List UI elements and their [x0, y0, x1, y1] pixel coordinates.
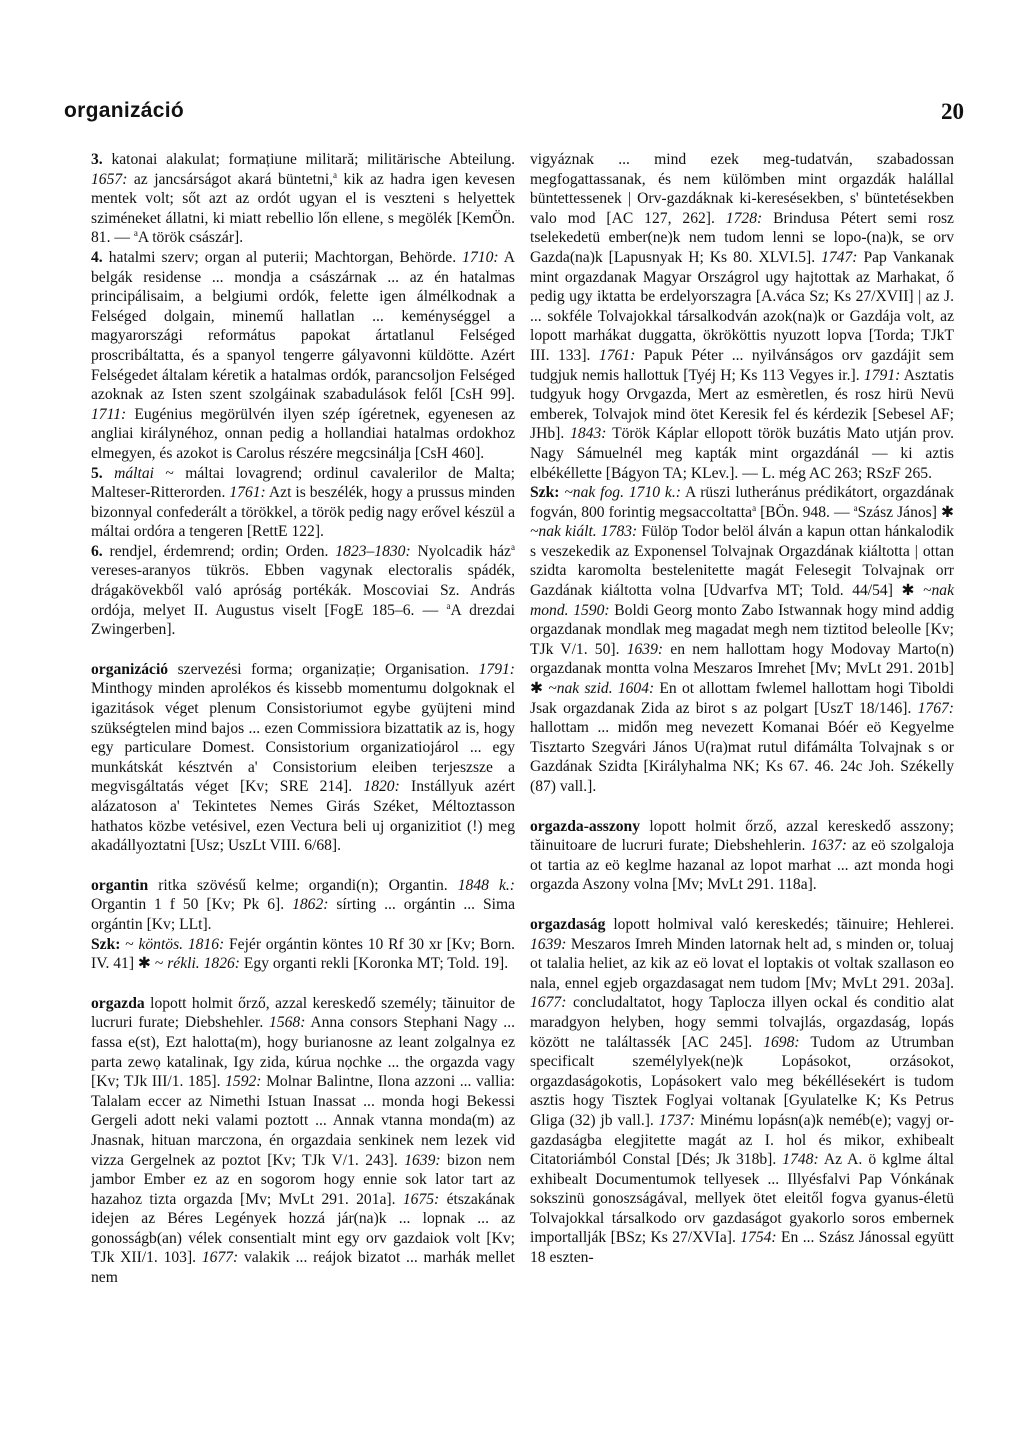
entry-paragraph: 3. katonai alakulat; formațiune militară; militärische Abteilung. 1657: az jancsárságot akará büntetni,$^a$ kik az hadra igen kevesen mentek volt; sőt azt az ordót ugyan el is veszteni s helyettek sziméneket állatni, ki miatt rebellio lőn ellene, s megölék [KemÖn. 81. — $^a$A török császár]. [91, 151, 515, 247]
entry-paragraph: 4. hatalmi szerv; organ al puterii; Machtorgan, Behörde. 1710: A belgák residense ... mondja a császárnak ... az én hatalmas principálisaim, a belgiumi ordók, felette igen álmélkodnak a Felséged dolgain, minemű hallatlan ... keménységgel a magyarországi református papokat ártatlanul Felséged proscribáltatta, és a spanyol tengerre gályavonni küldötte. Azért Felségedet általam kéretik a hatalmas ordók, parancsoljon Felséged azoknak az Isten szent szolgáinak szabadulások felől [CsH 99]. 1711: Eugénius megörülvén ilyen szép ígéretnek, egyenesen az angliai királynéhoz, onnan pedig a hollandiai hatalmas ordokhoz elmegyen, és azokot is Carolus részére megcsinálja [CsH 460]. [91, 248, 515, 462]
dictionary-entry-orgazda: orgazda lopott holmit őrző, azzal kereskedő személy; tăinuitor de lucruri furate; Diebshehler. 1568: Anna consors Stephani Nagy ... fassa e(st), Ezt halotta(m), hogy burianosne az leant zolgalnya ez parta zewọ katalinak, Igy zida, kúrua nọchke ... the orgazda vagy [Kv; TJk III/1. 185]. 1592: Molnar Balintne, Ilona azzoni ... vallia: Talalam eccer az Nimethi Istuan Inassat ... monda hogi Bekessi Gergeli adott neki valami poztott ... Annak vtanna monda(m) az Jnasnak, hituan marczona, én orgazdaia senkinek nem lezek vid vizza Gergelnek az poztot [Kv; TJk V/1. 243]. 1639: bizon nem jambor Ember ez az en sogorom hogy ennie sok lator tart az hazahoz tizta orgazda [Mv; MvLt 291. 201a]. 1675: étszakának idejen az Béres Legények hozzá jár(na)k ... lopnak ... az gonosságb(an) vélek consentialt mint egy orv gazdaiok volt [Kv; TJk XII/1. 103]. 1677: valakik ... reájok bizatot ... marhák mellet nem [91, 994, 516, 1287]
running-head: organizáció [64, 99, 184, 122]
entry-paragraph: 6. rendjel, érdemrend; ordin; Orden. 1823–1830: Nyolcadik ház$^a$ vereses-aranyos tükrös. Ebben vagynak electoralis spádék, drágakövekből való apróság portékák. Moscoviai Sz. András ordója, melyet II. Augustus viselt [FogE 185–6. — $^a$A drezdai Zwingerben]. [91, 541, 515, 639]
dictionary-entry-organtin: organtin ritka szövésű kelme; organdi(n); Organtin. 1848 k.: Organtin 1 f 50 [Kv; Pk 6]. 1862: sírting ... orgántin ... Sima orgántin [Kv; LLt]. [91, 876, 515, 933]
dictionary-entry-orgazda-asszony: orgazda-asszony lopott holmit őrző, azzal kereskedő asszony; tăinuitoare de lucruri furate; Diebshehlerin. 1637: az eö szolgaloja ot tartia az eö keglme hazanal az lopot marhat ... azt monda hogi orgazda Aszony volna [Mv; MvLt 291. 118a]. [530, 817, 955, 894]
page-header [64, 99, 964, 129]
entry-paragraph: 5. máltai ~ máltai lovagrend; ordinul cavalerilor de Malta; Malteser-Ritterorden. 1761: Azt is beszélék, hogy a prussus minden bizonnyal confederált a törökkel, a török pedig nagy erővel készül a máltai ordóra a tengeren [RettE 122]. [91, 464, 516, 541]
entry-paragraph: vigyáznak ... mind ezek meg-tudatván, szabadossan megfogattassanak, és nem külömben mint orgazdák halállal büntettessenek | Orv-gazdáknak ki-keresésekben, s' büntetésekben valo mod [AC 127, 262]. 1728: Brindusa Pétert semi rosz tselekedetü ember(ne)k nem tudom lenni se lopo-(na)k, se orv Gazda(na)k [Lapusnyak H; Ks 80. XLVI.5]. 1747: Pap Vankanak mint orgazdanak Magyar Országrol ugy hajtottak az Marhakat, ő pedig ugy iktatta be erdelyorszagra [A.váca Sz; Ks 27/XVII] | az J. ... sokféle Tolvajokkal társalkodván azok(na)k or Gazdája volt, az lopott marhákat duggatta, ökrököttis nyuzott lopva [Torda; TJkT III. 133]. 1761: Papuk Péter ... nyilvánságos orv gazdájit sem tudgjuk nemis hallottuk [Tyéj H; Ks 113 Vegyes ir.]. 1791: Asztatis tudgyuk hogy Orvgazda, Mert az esmèretlen, és rosz hirü Nevü emberek, Tolvajok mind ötet Keresik fel és kérdezik [Sebesel AF; JHb]. 1843: Török Káplar ellopott török buzátis Mato utján prov. Nagy Sámuelnél meg kapták mint orgazdánál — ki aztis elbékéllette [Bágyon TA; KLev.]. — L. még AC 263; RSzF 265. [530, 151, 954, 482]
left-column [91, 150, 515, 1288]
dictionary-entry-orgazdasag: orgazdaság lopott holmival való kereskedés; tăinuire; Hehlerei. 1639: Meszaros Imreh Minden latornak helt ad, s minden or, toluaj ot talalia heliet, az kik az eö lovat el loptakis ot voltak szallason eo nala, ennel egjeb orgazdasagat nem tudom [Mv; MvLt 291. 203a]. 1677: concludaltatot, hogy Taplocza illyen ockal és conditio alat maradgyon helyben, hogy semmi tolvajlás, orgazdaság, lopás között ne találtassék [AC 245]. 1698: Tudom az Utrumban specificalt személylyek(ne)k Lopásokot, orzásokot, orgazdaságokotis, Lopásokert valo meg békéllésekért is tudom asztis hogy Tisztek Foglyai voltanak [Gyulatelke K; Ks Petrus Gliga (32) jb vall.]. 1737: Minému lopásn(a)k neméb(e); vagyj or-gazdaságba elegjitette magát az I. hol és mikor, exhibealt Citatoriámból Constal [Dés; Jk 318b]. 1748: Az A. ö kglme által exhibealt Documentumok tellyesek ... Illyésfalvi Pap Vónkának sokszinü gonoszságával, mellyek ötet eleitől fogva gyanus-életü Tolvajokkal társalkodo orv gazdaságot gyakorlo soros embernek importallják [BSz; Ks 27/XVIa]. 1754: En ... Szász Jánossal együtt 18 eszten- [530, 915, 954, 1267]
dictionary-entry-organizacio: organizáció szervezési forma; organizație; Organisation. 1791: Minthogy minden aprolékos és kissebb momentumu dolgoknak el igazitások véget plenum Consistoriumot egybe gyüjteni mind szükségtelen mind bajos ... ezen Commissiora bizattatik az is, hogy egy particulare Domest. Consistorium organizatiojárol ... egy munkátskát késztvén a' Consistorium eleiben terjeszsze a megvisgáltatás véget [Kv; SRE 214]. 1820: Instállyuk azért alázatoson a' Tekintetes Nemes Girás Széket, Méltoztasson hathatos közbe vetésivel, ezen Vectura beli uj organizitiot (!) meg akadállyoztatni [Usz; UszLt VIII. 6/68]. [91, 660, 515, 855]
entry-paragraph: Szk: ~nak fog. 1710 k.: A rüszi lutheránus prédikátort, orgazdának fogván, 800 forintig megsaccoltatta$^a$ [BÖn. 948. — $^a$Szász János] ✱ ~nak kiált. 1783: Fülöp Todor belöl álván a kapun ottan hánkalodik s veszekedik az Exponensel Tolvajnak Orgazdának kiáltotta | ottan szidta karomolta bestelenitette magát Felesegit Tolvajnak orr Gazdának kiáltotta volna [Udvarfva MT; Told. 44/54] ✱ ~nak mond. 1590: Boldi Georg monto Zabo Istwannak hogy mind addig orgazdanak mondlak meg magadat megh nem tiztitod beleolle [Kv; TJk V/1. 50]. 1639: en nem hallottam hogy Modovay Marto(n) orgazdanak montta volna Meszaros Imrehet [Mv; MvLt 291. 201b] ✱ ~nak szid. 1604: En ot allottam fwlemel hallottam hogi Tiboldi Jsak orgazdanak Zida az birot s az polgart [UszT 18/146]. 1767: hallottam ... midőn meg nevezett Komanai Bóér eö Kegyelme Tisztarto Szegvári János U(ra)mat rutul difámáltа Tolvajnak s or Gazdának Szidta [Királyhalma NK; Ks 67. 46. 24c Joh. Székelly (87) vall.]. [530, 484, 955, 795]
page-number: 20 [941, 99, 964, 124]
entry-paragraph: Szk: ~ köntös. 1816: Fejér orgántin köntes 10 Rf 30 xr [Kv; Born. IV. 41] ✱ ~ rékli. 1826: Egy organti rekli [Koronka MT; Told. 19]. [91, 935, 516, 973]
right-column [530, 150, 954, 1268]
